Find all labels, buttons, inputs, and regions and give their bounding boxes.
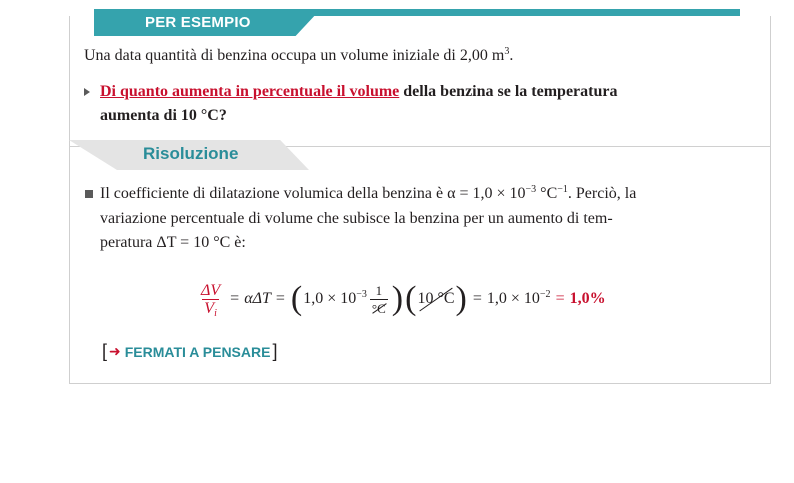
question-line-1: Di quanto aumenta in percentuale il volume della benzina se la temperatura: [100, 83, 618, 100]
solution-title: Risoluzione: [143, 144, 239, 163]
left-paren-2: (: [405, 280, 417, 317]
fermati-a-pensare-link[interactable]: [ ➜ FERMATI A PENSARE ]: [102, 341, 278, 361]
problem-statement: Una data quantità di benzina occupa un volume iniziale di 2,00 $m^3$.: [84, 46, 514, 64]
bullet-square-icon: [85, 190, 93, 198]
question-line-2: aumenta di 10 °C?: [100, 107, 227, 124]
right-paren: ): [391, 280, 404, 317]
right-paren-2: ): [455, 280, 467, 317]
result: $1,0 \times 10^{-2}$: [486, 289, 551, 307]
alpha-delta-t: αΔT: [244, 290, 271, 307]
question-highlight: Di quanto aumenta in percentuale il volume: [100, 83, 400, 100]
solution-line-1: Il coefficiente di dilatazione volumica della benzina è $\alpha = 1,0 \times 10^{-3}$ $^\circ C^{-1}$. Perciò, la: [100, 184, 637, 202]
percent-result: 1,0%: [569, 290, 606, 307]
question-triangle-icon: [84, 88, 90, 96]
left-paren: (: [290, 280, 303, 317]
solution-line-3: peratura ΔT = 10 °C è:: [100, 234, 246, 251]
fraction-dv-vi: $\frac{\Delta V}{V_i}$: [201, 281, 221, 319]
arrow-right-icon: ➜: [109, 343, 121, 359]
temperature: 10 °C: [417, 290, 455, 307]
unit-fraction: $\frac{1}{^\circ C}$: [371, 282, 386, 316]
section-title: PER ESEMPIO: [145, 14, 251, 31]
solution-line-2: variazione percentuale di volume che subisce la benzina per un aumento di tem-: [100, 210, 613, 227]
coefficient: $1,0 \times 10^{-3}$: [303, 289, 367, 307]
formula: $\frac{\Delta V}{V_i}$ = αΔT = ( $1,0 \times 10^{-3}$ $\frac{1}{^\circ C}$ ) ( 10 °C ) = $1,0 \times 10^{-2}$ = 1,0%: [201, 280, 606, 319]
